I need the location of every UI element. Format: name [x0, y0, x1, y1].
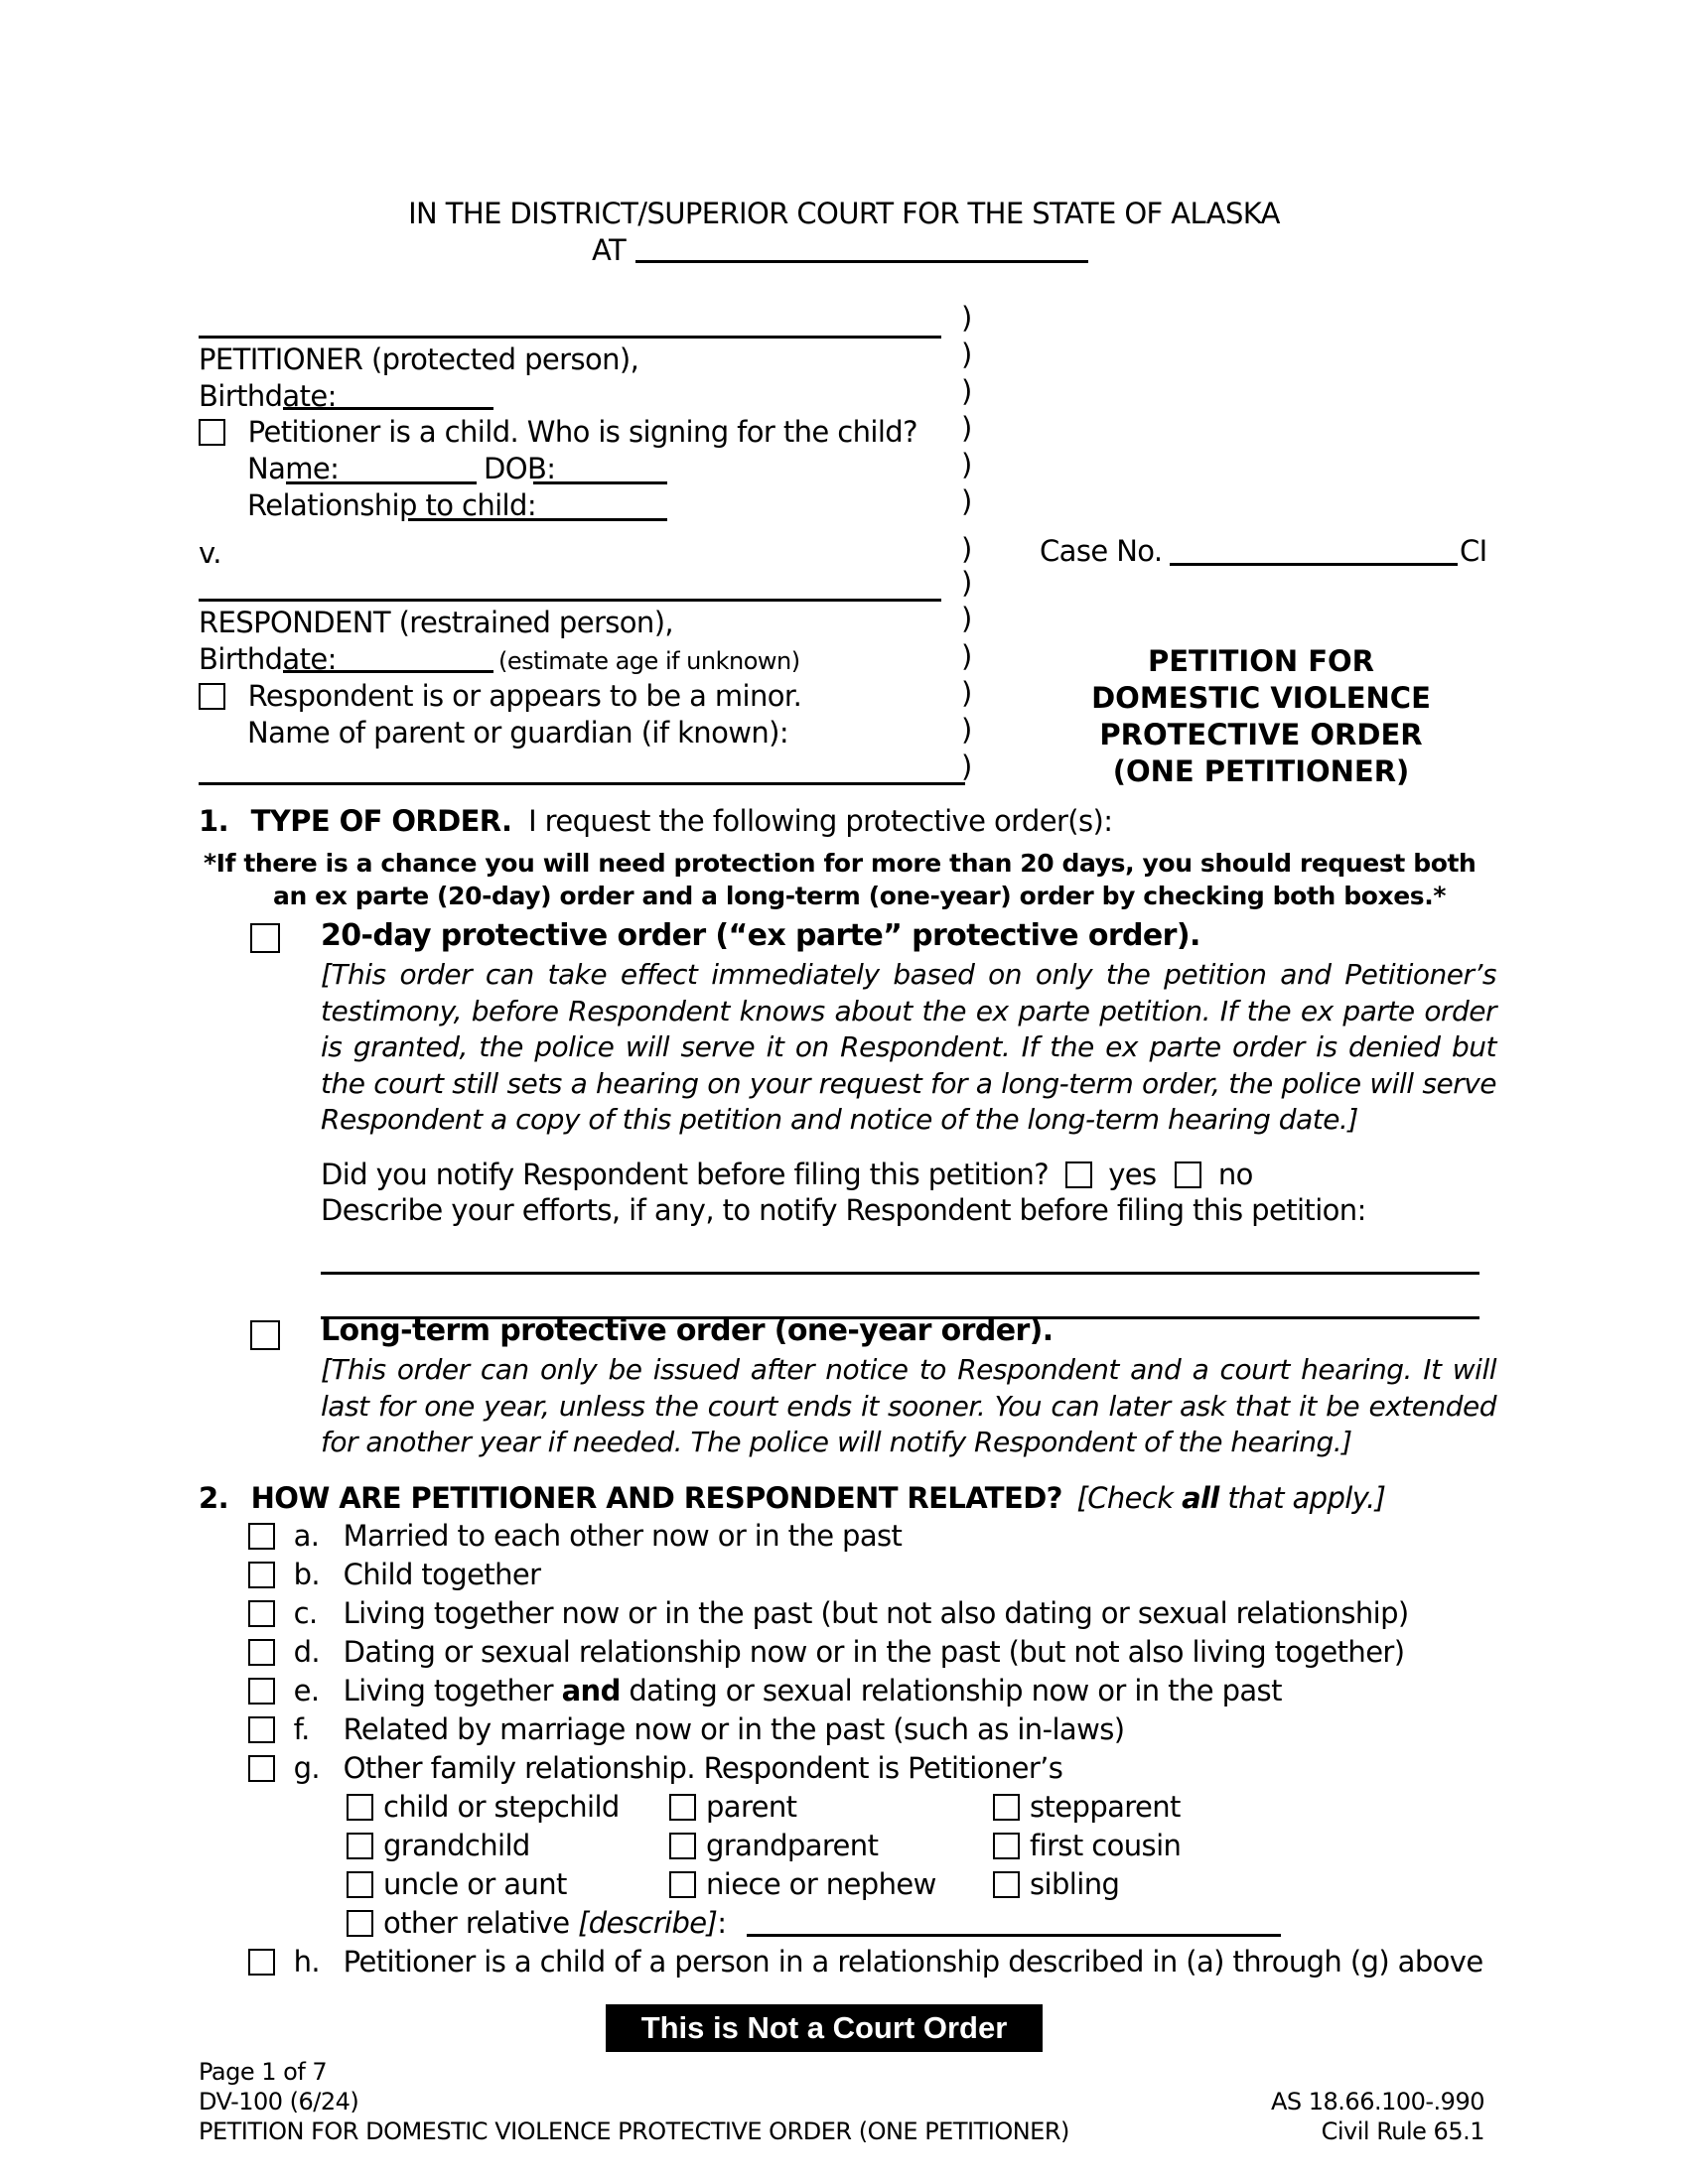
respondent-birthdate-field[interactable] — [283, 670, 493, 673]
relation-item-e — [248, 1674, 1282, 1707]
notified-yes-checkbox[interactable] — [1065, 1161, 1092, 1188]
caption-paren: ) — [961, 338, 973, 371]
ex-parte-row — [250, 923, 280, 953]
relative-uncle-aunt-checkbox[interactable] — [347, 1871, 373, 1898]
relative-first-cousin-checkbox[interactable] — [993, 1833, 1020, 1859]
item-text: Married to each other now or in the past — [343, 1519, 903, 1553]
relation-item-f — [248, 1712, 1124, 1746]
case-number-field[interactable] — [1170, 563, 1458, 566]
caption-paren: ) — [961, 448, 973, 481]
caption-paren: ) — [961, 301, 973, 335]
relation-item-b — [248, 1558, 540, 1591]
long-term-checkbox[interactable] — [250, 1320, 280, 1350]
relative-label: grandchild — [383, 1829, 530, 1862]
caption-paren: ) — [961, 374, 973, 408]
item-text: dating or sexual relationship now or in the past — [620, 1674, 1282, 1707]
other-relative-row — [347, 1906, 726, 1940]
petitioner-birthdate-field[interactable] — [283, 407, 493, 410]
petitioner-label: PETITIONER (protected person), — [199, 342, 639, 376]
relation-f-checkbox[interactable] — [248, 1716, 275, 1743]
relative-stepparent-checkbox[interactable] — [993, 1794, 1020, 1821]
instruction-text: [Check — [1076, 1481, 1183, 1515]
long-term-label: Long-term protective order (one-year order). — [321, 1313, 1054, 1348]
caption-paren: ) — [961, 532, 973, 566]
notify-question: Did you notify Respondent before filing this petition? — [321, 1158, 1049, 1191]
other-relative-field[interactable] — [747, 1934, 1281, 1937]
relation-item-d — [248, 1635, 1404, 1669]
relative-niece-nephew-checkbox[interactable] — [669, 1871, 696, 1898]
case-number-suffix: CI — [1460, 534, 1487, 568]
item-letter: g. — [293, 1751, 321, 1785]
notified-yes-label: yes — [1108, 1158, 1157, 1191]
ex-parte-label: 20-day protective order (“ex parte” protective order). — [321, 918, 1200, 953]
relative-label: niece or nephew — [706, 1867, 936, 1901]
respondent-minor-label: Respondent is or appears to be a minor. — [247, 679, 802, 713]
relative-grandchild-checkbox[interactable] — [347, 1833, 373, 1859]
caption-paren: ) — [961, 713, 973, 747]
respondent-name-field[interactable] — [199, 599, 941, 602]
other-relative-describe: [describe] — [578, 1906, 718, 1940]
relative-parent-checkbox[interactable] — [669, 1794, 696, 1821]
item-text: Living together now or in the past (but not also dating or sexual relationship) — [343, 1596, 1409, 1630]
footer-rule: Civil Rule 65.1 — [1321, 2117, 1484, 2145]
ex-parte-description: [This order can take effect immediately based on only the petition and Petitioner’s testimony, before Respondent knows about the ex parte petition. If the ex parte order is granted, the police will serve it on Respondent. If the ex parte order is denied but the court still sets a hearing on your request for a long-term order, the police will serve Respondent a copy of this petition and notice of the long-term hearing date.] — [321, 958, 1496, 1136]
relationship-to-child-field[interactable] — [408, 518, 667, 521]
notified-no-checkbox[interactable] — [1175, 1161, 1201, 1188]
relative-option — [669, 1790, 796, 1824]
section-2-heading — [199, 1481, 1385, 1515]
item-letter: f. — [293, 1712, 310, 1746]
relation-item-a — [248, 1519, 902, 1553]
petition-title-line: PETITION FOR — [1147, 644, 1375, 678]
petitioner-birthdate-label: Birthdate: — [199, 379, 337, 413]
notify-question-row — [321, 1158, 1253, 1191]
footer-page-number: Page 1 of 7 — [199, 2058, 328, 2086]
caption-paren: ) — [961, 676, 973, 710]
relation-item-g — [248, 1751, 1062, 1785]
signer-dob-field[interactable] — [533, 481, 667, 484]
case-number-label: Case No. — [1040, 534, 1163, 568]
section-instruction — [1077, 1481, 1386, 1515]
item-letter: c. — [293, 1596, 318, 1630]
respondent-minor-row — [199, 679, 801, 713]
respondent-birthdate-label: Birthdate: — [199, 642, 337, 676]
section-title: HOW ARE PETITIONER AND RESPONDENT RELATED? — [250, 1481, 1062, 1515]
item-text: Related by marriage now or in the past (such as in-laws) — [343, 1712, 1125, 1746]
relative-child-checkbox[interactable] — [347, 1794, 373, 1821]
petitioner-child-row — [199, 415, 917, 449]
relation-e-checkbox[interactable] — [248, 1678, 275, 1705]
petitioner-child-label: Petitioner is a child. Who is signing for the child? — [247, 415, 917, 449]
section-intro: I request the following protective order(s): — [528, 804, 1113, 838]
signer-name-label: Name: — [247, 452, 340, 485]
caption-paren: ) — [961, 484, 973, 518]
respondent-minor-checkbox[interactable] — [199, 683, 225, 710]
relationship-to-child-label: Relationship to child: — [247, 488, 536, 522]
relative-option — [347, 1790, 620, 1824]
describe-efforts-field-1[interactable] — [321, 1272, 1479, 1275]
petitioner-name-field[interactable] — [199, 336, 941, 339]
parent-guardian-field[interactable] — [199, 782, 965, 785]
relative-option — [347, 1867, 567, 1901]
versus-label: v. — [199, 536, 221, 570]
item-text: Child together — [343, 1558, 541, 1591]
relative-label: sibling — [1030, 1867, 1120, 1901]
relative-grandparent-checkbox[interactable] — [669, 1833, 696, 1859]
long-term-description: [This order can only be issued after notice to Respondent and a court hearing. It will last for one year, unless the court ends it sooner. You can later ask that it be extended for another year if needed. The police will notify Respondent of the hearing.] — [321, 1353, 1496, 1458]
petition-title — [1053, 643, 1470, 790]
other-relative-label: other relative — [383, 1906, 570, 1940]
relation-c-checkbox[interactable] — [248, 1600, 275, 1627]
section-1-heading — [199, 804, 1112, 838]
footer-form-title: PETITION FOR DOMESTIC VIOLENCE PROTECTIVE ORDER (ONE PETITIONER) — [199, 2117, 1069, 2145]
relative-option — [993, 1829, 1181, 1862]
relative-option — [669, 1867, 936, 1901]
relation-g-checkbox[interactable] — [248, 1755, 275, 1782]
relation-h-checkbox[interactable] — [248, 1949, 275, 1976]
caption-paren: ) — [961, 750, 973, 783]
caption-paren: ) — [961, 566, 973, 600]
relation-item-h — [248, 1945, 1483, 1979]
relative-sibling-checkbox[interactable] — [993, 1871, 1020, 1898]
petition-title-line: (ONE PETITIONER) — [1112, 754, 1410, 788]
signer-name-field[interactable] — [286, 481, 477, 484]
other-relative-colon: : — [717, 1906, 727, 1940]
footer-statute: AS 18.66.100-.990 — [1270, 2088, 1484, 2116]
instruction-text: that apply.] — [1218, 1481, 1386, 1515]
footer-form-id: DV-100 (6/24) — [199, 2088, 359, 2116]
caption-paren: ) — [961, 411, 973, 445]
notice-line: an ex parte (20-day) order and a long-term (one-year) order by checking both boxes.* — [273, 882, 1447, 910]
relative-label: grandparent — [706, 1829, 879, 1862]
relation-item-c — [248, 1596, 1409, 1630]
parent-guardian-label: Name of parent or guardian (if known): — [247, 716, 789, 750]
item-text-emphasis: and — [561, 1674, 621, 1707]
notice-line: *If there is a chance you will need protection for more than 20 days, you should request both — [204, 849, 1477, 878]
section-title: TYPE OF ORDER. — [250, 804, 512, 838]
ex-parte-checkbox[interactable] — [250, 923, 280, 953]
item-text: Petitioner is a child of a person in a relationship described in (a) through (g) above — [343, 1945, 1483, 1979]
relative-label: first cousin — [1030, 1829, 1182, 1862]
item-letter: h. — [293, 1945, 321, 1979]
court-location-label: AT — [592, 233, 627, 267]
relation-a-checkbox[interactable] — [248, 1523, 275, 1550]
relative-label: stepparent — [1030, 1790, 1181, 1824]
section-number: 2. — [199, 1481, 228, 1515]
court-title: IN THE DISTRICT/SUPERIOR COURT FOR THE STATE OF ALASKA — [408, 197, 1280, 230]
relative-option — [993, 1867, 1119, 1901]
section-number: 1. — [199, 804, 228, 838]
relative-option — [993, 1790, 1181, 1824]
not-court-order-banner: This is Not a Court Order — [606, 2004, 1043, 2052]
caption-paren: ) — [961, 602, 973, 635]
relative-label: parent — [706, 1790, 797, 1824]
item-text: Other family relationship. Respondent is Petitioner’s — [343, 1751, 1063, 1785]
describe-efforts-prompt: Describe your efforts, if any, to notify Respondent before filing this petition: — [321, 1193, 1366, 1227]
petition-title-line: PROTECTIVE ORDER — [1099, 718, 1423, 751]
relative-label: child or stepchild — [383, 1790, 620, 1824]
item-letter: a. — [293, 1519, 320, 1553]
long-term-row — [250, 1320, 280, 1350]
estimate-age-note: (estimate age if unknown) — [498, 647, 800, 675]
petitioner-child-checkbox[interactable] — [199, 419, 225, 446]
item-letter: b. — [293, 1558, 321, 1591]
notified-no-label: no — [1217, 1158, 1253, 1191]
court-location-field[interactable] — [635, 260, 1088, 263]
relation-b-checkbox[interactable] — [248, 1562, 275, 1588]
item-text: Dating or sexual relationship now or in the past (but not also living together) — [343, 1635, 1405, 1669]
instruction-emphasis: all — [1182, 1481, 1219, 1515]
caption-paren: ) — [961, 639, 973, 673]
petition-title-line: DOMESTIC VIOLENCE — [1091, 681, 1431, 715]
relative-option — [669, 1829, 878, 1862]
relation-d-checkbox[interactable] — [248, 1639, 275, 1666]
signer-dob-label: DOB: — [484, 452, 556, 485]
relative-option — [347, 1829, 530, 1862]
item-text: Living together — [343, 1674, 562, 1707]
item-letter: d. — [293, 1635, 321, 1669]
other-relative-checkbox[interactable] — [347, 1910, 373, 1937]
respondent-label: RESPONDENT (restrained person), — [199, 606, 674, 639]
item-letter: e. — [293, 1674, 320, 1707]
relative-label: uncle or aunt — [383, 1867, 567, 1901]
